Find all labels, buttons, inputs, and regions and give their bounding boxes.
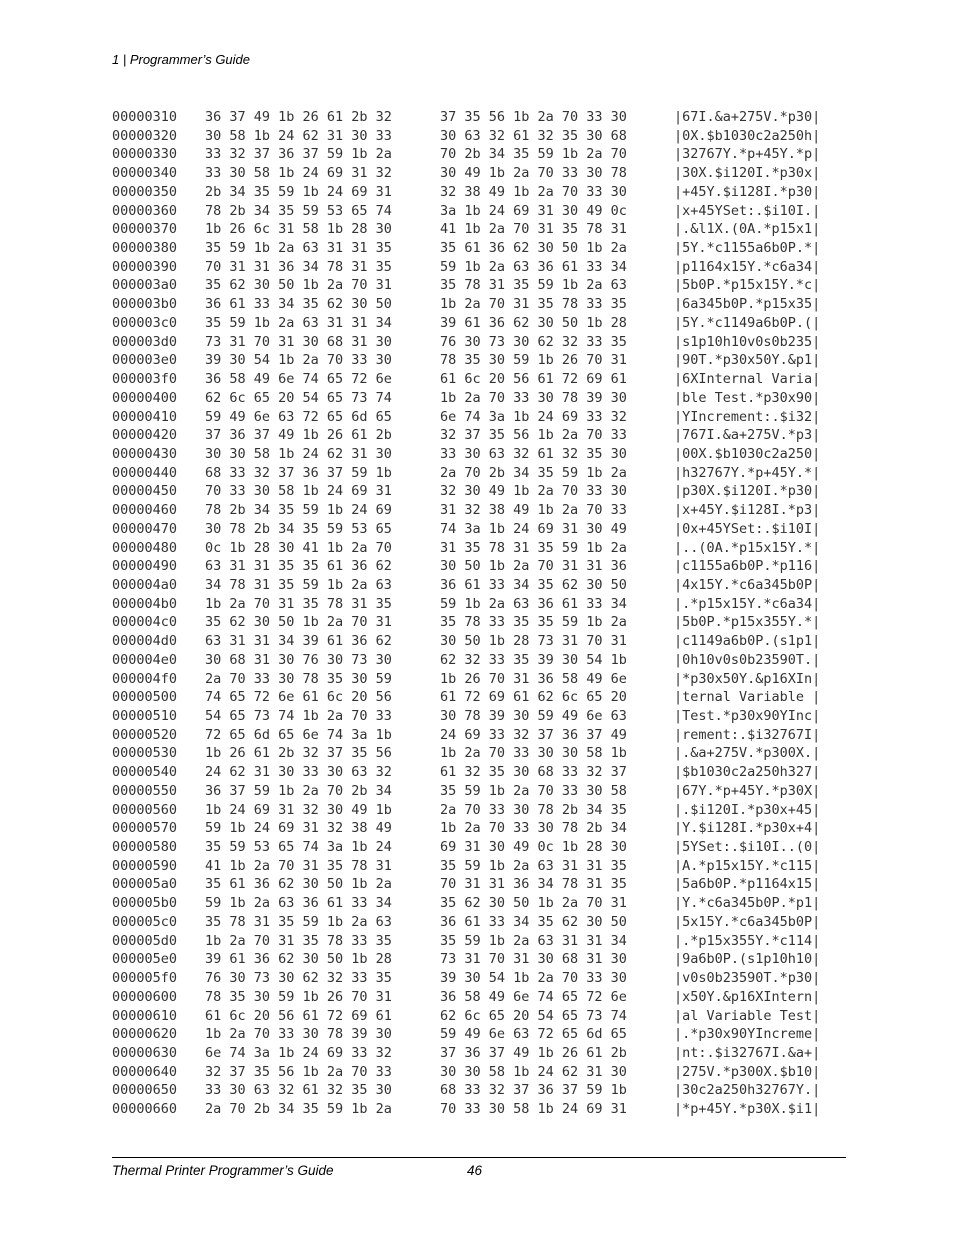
hex-bytes-low: 78 2b 34 35 59 1b 24 69: [205, 502, 392, 519]
ascii-text: |al Variable Test|: [674, 1007, 821, 1024]
address: 00000310: [112, 109, 178, 125]
dump-row: [112, 613, 847, 632]
address: 000004b0: [112, 595, 178, 612]
hex-bytes-low: 59 49 6e 63 72 65 6d 65: [205, 408, 392, 425]
page-number: 46: [467, 1163, 483, 1178]
ascii-text: |9a6b0P.(s1p10h10|: [674, 951, 821, 968]
dump-row: [112, 857, 847, 876]
dump-row: [112, 894, 847, 913]
address: 00000490: [112, 558, 178, 575]
ascii-text: |$b1030c2a250h327|: [674, 764, 821, 781]
address: 000004d0: [112, 633, 178, 650]
address: 00000590: [112, 857, 178, 874]
page-header: 1 | Programmer’s Guide: [112, 52, 251, 67]
hex-bytes-low: 30 58 1b 24 62 31 30 33: [205, 127, 392, 144]
hex-bytes-high: 1b 2a 70 31 35 78 33 35: [440, 296, 627, 313]
dump-row: [112, 819, 847, 838]
hex-bytes-low: 34 78 31 35 59 1b 2a 63: [205, 576, 392, 593]
ascii-text: |p1164x15Y.*c6a34|: [674, 258, 821, 275]
hex-bytes-high: 41 1b 2a 70 31 35 78 31: [440, 221, 627, 238]
dump-row: [112, 1025, 847, 1044]
ascii-text: |32767Y.*p+45Y.*p|: [674, 146, 821, 163]
hex-bytes-high: 70 31 31 36 34 78 31 35: [440, 876, 627, 893]
ascii-text: |YIncrement:.$i32|: [674, 408, 821, 425]
footer-title: Thermal Printer Programmer’s Guide: [112, 1163, 334, 1178]
address: 00000580: [112, 839, 178, 856]
dump-row: [112, 557, 847, 576]
address: 000003e0: [112, 352, 178, 369]
ascii-text: |x+45YSet:.$i10I.|: [674, 202, 821, 219]
address: 00000650: [112, 1082, 178, 1099]
address: 00000600: [112, 988, 178, 1005]
ascii-text: |nt:.$i32767I.&a+|: [674, 1044, 821, 1061]
dump-row: [112, 295, 847, 314]
address: 000004c0: [112, 614, 178, 631]
ascii-text: |0h10v0s0b23590T.|: [674, 651, 821, 668]
hex-bytes-high: 61 6c 20 56 61 72 69 61: [440, 371, 627, 388]
dump-row: [112, 801, 847, 820]
ascii-text: |6a345b0P.*p15x35|: [674, 296, 821, 313]
address: 00000380: [112, 240, 178, 257]
hex-bytes-low: 59 1b 24 69 31 32 38 49: [205, 820, 392, 837]
hex-bytes-low: 2a 70 33 30 78 35 30 59: [205, 670, 392, 687]
ascii-text: |v0s0b23590T.*p30|: [674, 970, 821, 987]
address: 00000370: [112, 221, 178, 238]
dump-row: [112, 688, 847, 707]
dump-row: [112, 670, 847, 689]
address: 00000520: [112, 726, 178, 743]
dump-row: [112, 782, 847, 801]
address: 000005a0: [112, 876, 178, 893]
dump-row: [112, 1044, 847, 1063]
hex-bytes-high: 30 49 1b 2a 70 33 30 78: [440, 165, 627, 182]
hex-bytes-high: 61 32 35 30 68 33 32 37: [440, 764, 627, 781]
address: 00000500: [112, 689, 178, 706]
dump-row: [112, 127, 847, 146]
ascii-text: |*p+45Y.*p30X.$i1|: [674, 1101, 821, 1118]
address: 00000550: [112, 782, 178, 799]
hex-bytes-high: 31 32 38 49 1b 2a 70 33: [440, 502, 627, 519]
hex-bytes-high: 32 38 49 1b 2a 70 33 30: [440, 183, 627, 200]
hex-bytes-low: 37 36 37 49 1b 26 61 2b: [205, 427, 392, 444]
ascii-text: |s1p10h10v0s0b235|: [674, 333, 821, 350]
ascii-text: |.*p15x15Y.*c6a34|: [674, 595, 821, 612]
address: 000003f0: [112, 371, 178, 388]
hex-bytes-high: 39 30 54 1b 2a 70 33 30: [440, 970, 627, 987]
address: 000003a0: [112, 277, 178, 294]
hex-bytes-low: 1b 26 61 2b 32 37 35 56: [205, 745, 392, 762]
hex-bytes-low: 54 65 73 74 1b 2a 70 33: [205, 708, 392, 724]
hex-bytes-high: 30 50 1b 28 73 31 70 31: [440, 633, 627, 650]
hex-bytes-high: 36 58 49 6e 74 65 72 6e: [440, 988, 627, 1005]
ascii-text: |A.*p15x15Y.*c115|: [674, 857, 821, 874]
dump-row: [112, 220, 847, 239]
hex-bytes-low: 78 2b 34 35 59 53 65 74: [205, 202, 392, 219]
hex-bytes-high: 37 36 37 49 1b 26 61 2b: [440, 1044, 627, 1061]
ascii-text: |5b0P.*p15x355Y.*|: [674, 614, 821, 631]
ascii-text: |67Y.*p+45Y.*p30X|: [674, 782, 821, 799]
hex-bytes-high: 59 1b 2a 63 36 61 33 34: [440, 258, 627, 275]
address: 00000450: [112, 483, 178, 500]
hex-bytes-low: 24 62 31 30 33 30 63 32: [205, 764, 392, 781]
ascii-text: |ternal Variable |: [674, 689, 821, 706]
hex-bytes-low: 61 6c 20 56 61 72 69 61: [205, 1007, 392, 1024]
dump-row: [112, 913, 847, 932]
address: 00000560: [112, 801, 178, 818]
hex-bytes-low: 33 32 37 36 37 59 1b 2a: [205, 146, 392, 163]
ascii-text: |67I.&a+275V.*p30|: [674, 109, 821, 125]
hex-bytes-low: 36 37 59 1b 2a 70 2b 34: [205, 782, 392, 799]
ascii-text: |.&l1X.(0A.*p15x1|: [674, 221, 821, 238]
hex-bytes-low: 1b 2a 70 31 35 78 31 35: [205, 595, 392, 612]
dump-row: [112, 445, 847, 464]
hex-bytes-high: 37 35 56 1b 2a 70 33 30: [440, 109, 627, 125]
address: 00000630: [112, 1044, 178, 1061]
dump-row: [112, 932, 847, 951]
address: 00000660: [112, 1101, 178, 1118]
address: 00000350: [112, 183, 178, 200]
address: 00000360: [112, 202, 178, 219]
hex-bytes-low: 30 30 58 1b 24 62 31 30: [205, 445, 392, 462]
address: 00000400: [112, 389, 178, 406]
address: 00000620: [112, 1026, 178, 1043]
dump-row: [112, 501, 847, 520]
address: 00000440: [112, 464, 178, 481]
hex-bytes-high: 30 78 39 30 59 49 6e 63: [440, 708, 627, 724]
ascii-text: |.*p15x355Y.*c114|: [674, 932, 821, 949]
ascii-text: |5x15Y.*c6a345b0P|: [674, 913, 821, 930]
hex-bytes-low: 36 58 49 6e 74 65 72 6e: [205, 371, 392, 388]
hex-bytes-high: 59 1b 2a 63 36 61 33 34: [440, 595, 627, 612]
dump-row: [112, 202, 847, 221]
dump-row: [112, 164, 847, 183]
address: 00000330: [112, 146, 178, 163]
hex-bytes-high: 36 61 33 34 35 62 30 50: [440, 576, 627, 593]
address: 00000390: [112, 258, 178, 275]
hex-bytes-low: 6e 74 3a 1b 24 69 33 32: [205, 1044, 392, 1061]
hex-bytes-low: 30 68 31 30 76 30 73 30: [205, 651, 392, 668]
ascii-text: |5a6b0P.*p1164x15|: [674, 876, 821, 893]
hex-bytes-high: 2a 70 33 30 78 2b 34 35: [440, 801, 627, 818]
address: 000005c0: [112, 913, 178, 930]
dump-row: [112, 875, 847, 894]
hex-bytes-low: 39 30 54 1b 2a 70 33 30: [205, 352, 392, 369]
ascii-text: |5b0P.*p15x15Y.*c|: [674, 277, 821, 294]
hex-bytes-low: 63 31 31 34 39 61 36 62: [205, 633, 392, 650]
hex-bytes-high: 59 49 6e 63 72 65 6d 65: [440, 1026, 627, 1043]
ascii-text: |Test.*p30x90YInc|: [674, 708, 821, 724]
hex-bytes-high: 32 30 49 1b 2a 70 33 30: [440, 483, 627, 500]
hex-bytes-high: 30 63 32 61 32 35 30 68: [440, 127, 627, 144]
footer-divider: [112, 1157, 846, 1158]
hex-bytes-low: 68 33 32 37 36 37 59 1b: [205, 464, 392, 481]
dump-row: [112, 707, 847, 726]
hex-bytes-low: 35 59 1b 2a 63 31 31 35: [205, 240, 392, 257]
dump-row: [112, 258, 847, 277]
dump-row: [112, 183, 847, 202]
hex-bytes-high: 76 30 73 30 62 32 33 35: [440, 333, 627, 350]
address: 000004f0: [112, 670, 178, 687]
hex-bytes-high: 30 30 58 1b 24 62 31 30: [440, 1063, 627, 1080]
hex-bytes-low: 78 35 30 59 1b 26 70 31: [205, 988, 392, 1005]
ascii-text: |+45Y.$i128I.*p30|: [674, 183, 821, 200]
ascii-text: |275V.*p300X.$b10|: [674, 1063, 821, 1080]
address: 00000540: [112, 764, 178, 781]
address: 000004a0: [112, 576, 178, 593]
hex-bytes-low: 33 30 58 1b 24 69 31 32: [205, 165, 392, 182]
hex-bytes-low: 62 6c 65 20 54 65 73 74: [205, 389, 392, 406]
dump-row: [112, 838, 847, 857]
dump-row: [112, 632, 847, 651]
hex-bytes-high: 68 33 32 37 36 37 59 1b: [440, 1082, 627, 1099]
ascii-text: |00X.$b1030c2a250|: [674, 445, 821, 462]
hex-bytes-low: 72 65 6d 65 6e 74 3a 1b: [205, 726, 392, 743]
hex-bytes-low: 35 61 36 62 30 50 1b 2a: [205, 876, 392, 893]
ascii-text: |c1155a6b0P.*p116|: [674, 558, 821, 575]
ascii-text: |p30X.$i120I.*p30|: [674, 483, 821, 500]
ascii-text: |rement:.$i32767I|: [674, 726, 821, 743]
hex-bytes-low: 35 59 53 65 74 3a 1b 24: [205, 839, 392, 856]
ascii-text: |30X.$i120I.*p30x|: [674, 165, 821, 182]
dump-row: [112, 351, 847, 370]
ascii-text: |767I.&a+275V.*p3|: [674, 427, 821, 444]
address: 00000640: [112, 1063, 178, 1080]
ascii-text: |90T.*p30x50Y.&p1|: [674, 352, 821, 369]
dump-row: [112, 333, 847, 352]
dump-row: [112, 482, 847, 501]
ascii-text: |5YSet:.$i10I..(0|: [674, 839, 821, 856]
hex-bytes-high: 62 6c 65 20 54 65 73 74: [440, 1007, 627, 1024]
dump-row: [112, 1063, 847, 1082]
hex-bytes-low: 0c 1b 28 30 41 1b 2a 70: [205, 539, 392, 556]
address: 00000430: [112, 445, 178, 462]
ascii-text: |Y.*c6a345b0P.*p1|: [674, 895, 821, 912]
hex-bytes-low: 1b 2a 70 33 30 78 39 30: [205, 1026, 392, 1043]
hex-bytes-high: 35 59 1b 2a 63 31 31 34: [440, 932, 627, 949]
hex-bytes-high: 73 31 70 31 30 68 31 30: [440, 951, 627, 968]
dump-row: [112, 145, 847, 164]
hex-bytes-high: 62 32 33 35 39 30 54 1b: [440, 651, 627, 668]
address: 00000470: [112, 520, 178, 537]
ascii-text: |..(0A.*p15x15Y.*|: [674, 539, 821, 556]
ascii-text: |*p30x50Y.&p16XIn|: [674, 670, 821, 687]
dump-row: [112, 595, 847, 614]
dump-row: [112, 763, 847, 782]
hex-bytes-high: 35 62 30 50 1b 2a 70 31: [440, 895, 627, 912]
dump-row: [112, 969, 847, 988]
address: 00000460: [112, 502, 178, 519]
address: 000003d0: [112, 333, 178, 350]
hex-bytes-high: 2a 70 2b 34 35 59 1b 2a: [440, 464, 627, 481]
address: 000005f0: [112, 970, 178, 987]
ascii-text: |c1149a6b0P.(s1p1|: [674, 633, 821, 650]
dump-row: [112, 1007, 847, 1026]
hex-bytes-low: 70 31 31 36 34 78 31 35: [205, 258, 392, 275]
dump-row: [112, 1081, 847, 1100]
hex-bytes-low: 76 30 73 30 62 32 33 35: [205, 970, 392, 987]
dump-row: [112, 744, 847, 763]
hex-bytes-low: 35 78 31 35 59 1b 2a 63: [205, 913, 392, 930]
hex-bytes-high: 39 61 36 62 30 50 1b 28: [440, 314, 627, 331]
ascii-text: |.*p30x90YIncreme|: [674, 1026, 821, 1043]
hex-bytes-low: 1b 24 69 31 32 30 49 1b: [205, 801, 392, 818]
hex-bytes-low: 73 31 70 31 30 68 31 30: [205, 333, 392, 350]
ascii-text: |h32767Y.*p+45Y.*|: [674, 464, 821, 481]
dump-row: [112, 726, 847, 745]
hex-bytes-high: 36 61 33 34 35 62 30 50: [440, 913, 627, 930]
dump-row: [112, 520, 847, 539]
hex-bytes-low: 2a 70 2b 34 35 59 1b 2a: [205, 1101, 392, 1118]
hex-bytes-high: 69 31 30 49 0c 1b 28 30: [440, 839, 627, 856]
dump-row: [112, 408, 847, 427]
dump-row: [112, 426, 847, 445]
ascii-text: |0x+45YSet:.$i10I|: [674, 520, 821, 537]
address: 00000570: [112, 820, 178, 837]
hex-bytes-high: 31 35 78 31 35 59 1b 2a: [440, 539, 627, 556]
ascii-text: |ble Test.*p30x90|: [674, 389, 821, 406]
ascii-text: |x50Y.&p16XIntern|: [674, 988, 821, 1005]
dump-row: [112, 314, 847, 333]
hex-bytes-high: 32 37 35 56 1b 2a 70 33: [440, 427, 627, 444]
hex-bytes-high: 70 33 30 58 1b 24 69 31: [440, 1101, 627, 1118]
hex-bytes-low: 1b 26 6c 31 58 1b 28 30: [205, 221, 392, 238]
address: 00000480: [112, 539, 178, 556]
address: 00000510: [112, 708, 178, 724]
hex-bytes-high: 35 59 1b 2a 63 31 31 35: [440, 857, 627, 874]
hex-bytes-high: 30 50 1b 2a 70 31 31 36: [440, 558, 627, 575]
hex-bytes-high: 78 35 30 59 1b 26 70 31: [440, 352, 627, 369]
dump-row: [112, 651, 847, 670]
hex-bytes-high: 35 78 31 35 59 1b 2a 63: [440, 277, 627, 294]
ascii-text: |5Y.*c1155a6b0P.*|: [674, 240, 821, 257]
dump-row: [112, 576, 847, 595]
hex-bytes-high: 1b 2a 70 33 30 30 58 1b: [440, 745, 627, 762]
hex-bytes-high: 3a 1b 24 69 31 30 49 0c: [440, 202, 627, 219]
ascii-text: |Y.$i128I.*p30x+4|: [674, 820, 821, 837]
hex-bytes-low: 36 37 49 1b 26 61 2b 32: [205, 109, 392, 125]
hex-bytes-high: 24 69 33 32 37 36 37 49: [440, 726, 627, 743]
address: 000005d0: [112, 932, 178, 949]
hex-bytes-low: 33 30 63 32 61 32 35 30: [205, 1082, 392, 1099]
hex-bytes-low: 2b 34 35 59 1b 24 69 31: [205, 183, 392, 200]
hex-bytes-high: 33 30 63 32 61 32 35 30: [440, 445, 627, 462]
ascii-text: |x+45Y.$i128I.*p3|: [674, 502, 821, 519]
dump-row: [112, 988, 847, 1007]
ascii-text: |5Y.*c1149a6b0P.(|: [674, 314, 821, 331]
hex-bytes-high: 1b 2a 70 33 30 78 2b 34: [440, 820, 627, 837]
hex-bytes-high: 35 61 36 62 30 50 1b 2a: [440, 240, 627, 257]
address: 00000320: [112, 127, 178, 144]
dump-row: [112, 539, 847, 558]
hex-bytes-high: 1b 26 70 31 36 58 49 6e: [440, 670, 627, 687]
dump-row: [112, 464, 847, 483]
hex-bytes-high: 6e 74 3a 1b 24 69 33 32: [440, 408, 627, 425]
hex-bytes-low: 35 62 30 50 1b 2a 70 31: [205, 614, 392, 631]
ascii-text: |30c2a250h32767Y.|: [674, 1082, 821, 1099]
dump-row: [112, 389, 847, 408]
ascii-text: |6XInternal Varia|: [674, 371, 821, 388]
address: 000003c0: [112, 314, 178, 331]
hex-bytes-low: 63 31 31 35 35 61 36 62: [205, 558, 392, 575]
hex-bytes-low: 41 1b 2a 70 31 35 78 31: [205, 857, 392, 874]
hex-bytes-low: 59 1b 2a 63 36 61 33 34: [205, 895, 392, 912]
dump-row: [112, 239, 847, 258]
hex-bytes-low: 32 37 35 56 1b 2a 70 33: [205, 1063, 392, 1080]
hex-bytes-low: 1b 2a 70 31 35 78 33 35: [205, 932, 392, 949]
address: 00000420: [112, 427, 178, 444]
hex-bytes-high: 35 78 33 35 35 59 1b 2a: [440, 614, 627, 631]
dump-row: [112, 950, 847, 969]
ascii-text: |.&a+275V.*p300X.|: [674, 745, 821, 762]
hex-bytes-low: 70 33 30 58 1b 24 69 31: [205, 483, 392, 500]
ascii-text: |.$i120I.*p30x+45|: [674, 801, 821, 818]
hex-bytes-high: 61 72 69 61 62 6c 65 20: [440, 689, 627, 706]
dump-row: [112, 370, 847, 389]
dump-row: [112, 1100, 847, 1119]
dump-row: [112, 108, 847, 127]
ascii-text: |0X.$b1030c2a250h|: [674, 127, 821, 144]
address: 000005b0: [112, 895, 178, 912]
hex-bytes-low: 36 61 33 34 35 62 30 50: [205, 296, 392, 313]
hex-bytes-low: 35 59 1b 2a 63 31 31 34: [205, 314, 392, 331]
hex-bytes-high: 35 59 1b 2a 70 33 30 58: [440, 782, 627, 799]
address: 00000340: [112, 165, 178, 182]
address: 000005e0: [112, 951, 178, 968]
hex-bytes-low: 39 61 36 62 30 50 1b 28: [205, 951, 392, 968]
hex-bytes-low: 35 62 30 50 1b 2a 70 31: [205, 277, 392, 294]
hex-bytes-low: 30 78 2b 34 35 59 53 65: [205, 520, 392, 537]
hex-bytes-high: 74 3a 1b 24 69 31 30 49: [440, 520, 627, 537]
hex-dump: [112, 108, 847, 1119]
dump-row: [112, 276, 847, 295]
address: 00000610: [112, 1007, 178, 1024]
hex-bytes-high: 1b 2a 70 33 30 78 39 30: [440, 389, 627, 406]
address: 000004e0: [112, 651, 178, 668]
hex-bytes-low: 74 65 72 6e 61 6c 20 56: [205, 689, 392, 706]
address: 00000530: [112, 745, 178, 762]
hex-bytes-high: 70 2b 34 35 59 1b 2a 70: [440, 146, 627, 163]
address: 000003b0: [112, 296, 178, 313]
address: 00000410: [112, 408, 178, 425]
ascii-text: |4x15Y.*c6a345b0P|: [674, 576, 821, 593]
